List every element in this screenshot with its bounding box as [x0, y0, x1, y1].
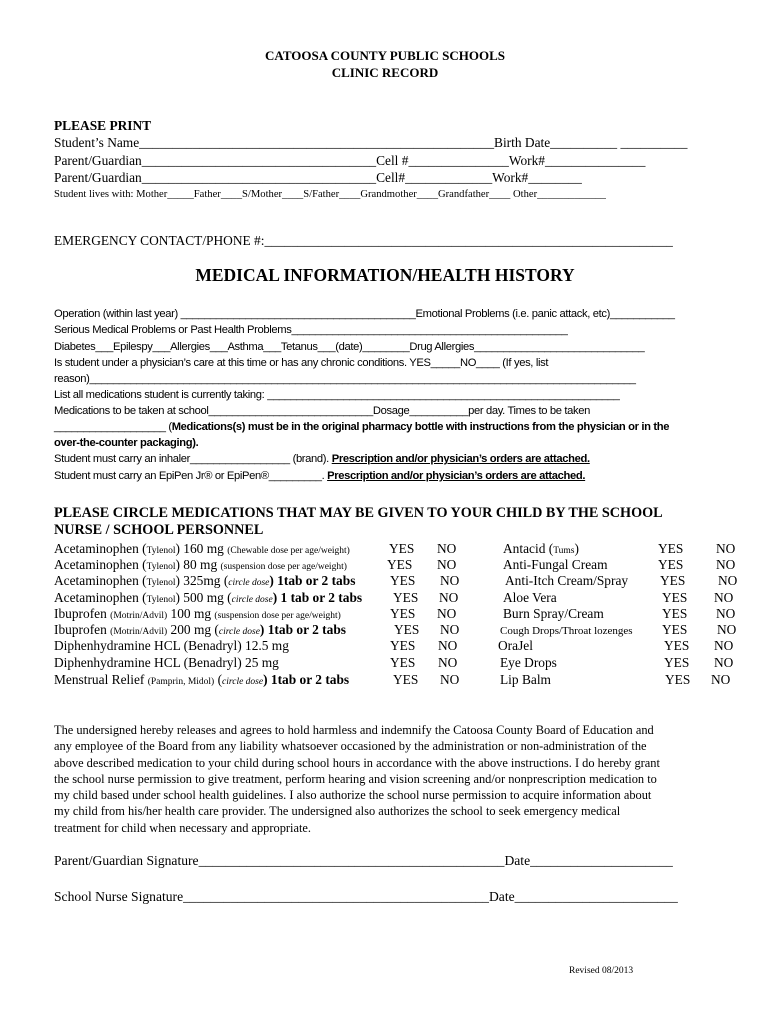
- medication-name-part: ) 1tab or 2 tabs: [269, 573, 356, 588]
- emergency-contact-line[interactable]: EMERGENCY CONTACT/PHONE #:_____________________________________________________________: [54, 233, 673, 248]
- revised-date: Revised 08/2013: [569, 966, 634, 976]
- no-option[interactable]: NO: [714, 655, 734, 670]
- medication-name-part: Eye Drops: [500, 655, 557, 670]
- no-option[interactable]: NO: [440, 573, 460, 588]
- medication-option[interactable]: [500, 622, 633, 638]
- yes-option[interactable]: YES: [390, 606, 416, 621]
- medication-name-part: OraJel: [498, 638, 533, 653]
- release-line: treatment for child when necessary and appropriate.: [54, 820, 311, 835]
- medication-name-part: circle dose: [228, 578, 270, 588]
- medication-option[interactable]: [503, 606, 604, 622]
- times-taken-blank[interactable]: ___________________ (: [54, 421, 172, 433]
- medication-option[interactable]: [54, 606, 341, 622]
- circle-medications-heading: PLEASE CIRCLE MEDICATIONS THAT MAY BE GIVEN TO YOUR CHILD BY THE SCHOOL: [54, 505, 663, 521]
- no-option[interactable]: NO: [716, 541, 736, 556]
- no-option[interactable]: NO: [718, 573, 738, 588]
- medication-name-part: Tums: [553, 546, 575, 556]
- release-line: above described medication to your child during school hours in accordance with the above instructions. I do hereby grant: [54, 755, 660, 770]
- medication-option[interactable]: [54, 638, 289, 654]
- yes-option[interactable]: YES: [389, 541, 415, 556]
- conditions-checklist-line[interactable]: Diabetes___Epilespy___Allergies___Asthma___Tetanus___(date)________Drug Allergies_____________________________: [54, 341, 645, 353]
- no-option[interactable]: NO: [716, 557, 736, 572]
- medication-name-part: Anti-Fungal Cream: [503, 557, 608, 572]
- medication-option[interactable]: [500, 655, 557, 671]
- yes-option[interactable]: YES: [390, 573, 416, 588]
- medication-name-part: Tylenol: [146, 595, 176, 605]
- medication-name-part: ) 1 tab or 2 tabs: [272, 590, 363, 605]
- inhaler-brand-blank[interactable]: Student must carry an inhaler_________________ (brand).: [54, 453, 332, 465]
- circle-medications-heading-2: NURSE / SCHOOL PERSONNEL: [54, 522, 264, 538]
- medication-option[interactable]: [503, 557, 608, 573]
- medication-name-part: ) 1tab or 2 tabs: [263, 672, 350, 687]
- no-option[interactable]: NO: [440, 672, 460, 687]
- medication-name-part: circle dose: [218, 627, 260, 637]
- school-medications-line[interactable]: Medications to be taken at school____________________________Dosage__________per day. Times to be taken: [54, 405, 590, 417]
- yes-option[interactable]: YES: [393, 672, 419, 687]
- medication-name-part: (Pamprin, Midol): [147, 677, 215, 687]
- medication-name-part: Tylenol: [146, 578, 176, 588]
- nurse-signature-line[interactable]: School Nurse Signature_____________________________________________Date________________________: [54, 889, 678, 904]
- medication-option[interactable]: [503, 541, 579, 557]
- student-name-line[interactable]: Student’s Name_____________________________________________________Birth Date__________ __________: [54, 135, 688, 150]
- medication-name-part: ) 1tab or 2 tabs: [259, 622, 346, 637]
- medication-option[interactable]: [54, 557, 347, 573]
- otc-packaging-notice: over-the-counter packaging).: [54, 437, 199, 449]
- medication-name-part: ) 500 mg (: [175, 590, 232, 605]
- no-option[interactable]: NO: [437, 557, 457, 572]
- school-name-heading: CATOOSA COUNTY PUBLIC SCHOOLS: [265, 48, 505, 63]
- medication-name-part: ) 80 mg: [175, 557, 221, 572]
- yes-option[interactable]: YES: [662, 622, 688, 637]
- medication-name-part: (Motrin/Advil): [110, 611, 168, 621]
- reason-line[interactable]: reason)_____________________________________________________________________________________________: [54, 373, 636, 385]
- medication-name-part: Acetaminophen (: [54, 557, 147, 572]
- yes-option[interactable]: YES: [664, 638, 690, 653]
- original-bottle-notice: Medications(s) must be in the original pharmacy bottle with instructions from the physician or in the: [171, 421, 670, 433]
- parent-guardian-line-1[interactable]: Parent/Guardian___________________________________Cell #_______________Work#_______________: [54, 153, 646, 168]
- medication-option[interactable]: [498, 638, 533, 654]
- medication-name-part: (: [214, 672, 223, 687]
- medication-name-part: Anti-Itch Cream/Spray: [505, 573, 629, 588]
- medication-option[interactable]: [54, 672, 349, 688]
- medication-name-part: ) 160 mg: [175, 541, 228, 556]
- medication-name-part: 100 mg: [167, 606, 215, 621]
- medication-option[interactable]: [54, 590, 362, 606]
- form-title: CLINIC RECORD: [331, 65, 439, 80]
- medication-name-part: Acetaminophen (: [54, 541, 147, 556]
- medication-option[interactable]: [503, 590, 557, 606]
- yes-option[interactable]: YES: [393, 590, 419, 605]
- no-option[interactable]: NO: [438, 655, 458, 670]
- medication-name-part: (suspension dose per age/weight): [220, 562, 347, 572]
- medication-name-part: 200 mg (: [167, 622, 219, 637]
- release-line: my child from his/her health care provider. The undersigned also authorizes the school to seek emergency medical: [54, 804, 621, 819]
- yes-option[interactable]: YES: [658, 541, 684, 556]
- no-option[interactable]: NO: [716, 606, 736, 621]
- no-option[interactable]: NO: [439, 590, 459, 605]
- yes-option[interactable]: YES: [394, 622, 420, 637]
- release-line: the school nurse permission to give treatment, perform hearing and vision screening and/or nonprescription medication to: [54, 771, 657, 786]
- medication-option[interactable]: [54, 655, 279, 671]
- medication-option[interactable]: [500, 672, 551, 688]
- yes-option[interactable]: YES: [664, 655, 690, 670]
- medication-name-part: Tylenol: [146, 546, 176, 556]
- medication-name-part: (Motrin/Advil): [110, 627, 168, 637]
- medication-name-part: Acetaminophen (: [54, 573, 147, 588]
- parent-signature-line[interactable]: Parent/Guardian Signature_____________________________________________Date_____________________: [54, 853, 673, 868]
- yes-option[interactable]: YES: [662, 590, 688, 605]
- release-line: The undersigned hereby releases and agrees to hold harmless and indemnify the Catoosa County Board of Education and: [54, 723, 654, 737]
- release-paragraph: [54, 722, 730, 836]
- yes-option[interactable]: YES: [660, 573, 686, 588]
- medication-name-part: Diphenhydramine HCL (Benadryl) 25 mg: [54, 655, 279, 670]
- medication-name-part: (Chewable dose per age/weight): [227, 546, 350, 556]
- student-lives-with-line[interactable]: Student lives with: Mother_____Father____S/Mother____S/Father____Grandmother____Grandfather____ Other_____________: [54, 189, 606, 200]
- medication-name-part: Diphenhydramine HCL (Benadryl) 12.5 mg: [54, 638, 289, 653]
- yes-option[interactable]: YES: [390, 655, 416, 670]
- no-option[interactable]: NO: [714, 638, 734, 653]
- no-option[interactable]: NO: [438, 638, 458, 653]
- parent-guardian-line-2[interactable]: Parent/Guardian___________________________________Cell#_____________Work#________: [54, 170, 582, 185]
- no-option[interactable]: NO: [437, 541, 457, 556]
- medication-option[interactable]: [54, 622, 346, 638]
- no-option[interactable]: NO: [440, 622, 460, 637]
- medication-name-part: ) 325mg (: [175, 573, 229, 588]
- epipen-line[interactable]: [54, 470, 585, 482]
- medication-option[interactable]: [54, 541, 350, 557]
- medication-option[interactable]: [54, 573, 355, 589]
- epipen-orders-notice: Prescription and/or physician’s orders are attached.: [327, 470, 586, 482]
- medication-name-part: Lip Balm: [500, 672, 551, 687]
- medication-name-part: ): [574, 541, 579, 556]
- medication-name-part: Ibuprofen: [54, 606, 111, 621]
- serious-problems-line[interactable]: Serious Medical Problems or Past Health Problems_______________________________________________: [54, 324, 568, 336]
- medical-info-heading: MEDICAL INFORMATION/HEALTH HISTORY: [195, 265, 575, 285]
- medication-name-part: Aloe Vera: [503, 590, 557, 605]
- release-line: my child based under school health guidelines. I also authorize the school nurse permission to acquire information about: [54, 788, 652, 803]
- no-option[interactable]: NO: [714, 590, 734, 605]
- medication-name-part: Ibuprofen: [54, 622, 111, 637]
- inhaler-orders-notice: Prescription and/or physician’s orders are attached.: [331, 453, 590, 465]
- medication-name-part: circle dose: [222, 677, 264, 687]
- inhaler-line[interactable]: [54, 453, 590, 465]
- times-taken-line[interactable]: [54, 421, 669, 433]
- no-option[interactable]: NO: [711, 672, 731, 687]
- physician-care-line[interactable]: Is student under a physician’s care at this time or has any chronic conditions. YES_____NO____ (If yes, list: [54, 357, 549, 369]
- please-print-label: PLEASE PRINT: [54, 118, 152, 133]
- medication-name-part: Cough Drops/Throat lozenges: [500, 625, 633, 637]
- medication-name-part: Tylenol: [146, 562, 176, 572]
- yes-option[interactable]: YES: [665, 672, 691, 687]
- medication-option[interactable]: [505, 573, 628, 589]
- no-option[interactable]: NO: [717, 622, 737, 637]
- yes-option[interactable]: YES: [387, 557, 413, 572]
- operation-line[interactable]: Operation (within last year) ________________________________________Emotional Problems (i.e. panic attack, etc)___________: [54, 308, 675, 320]
- no-option[interactable]: NO: [437, 606, 457, 621]
- medication-name-part: circle dose: [231, 595, 273, 605]
- medication-name-part: (suspension dose per age/weight): [214, 611, 341, 621]
- yes-option[interactable]: YES: [658, 557, 684, 572]
- current-medications-line[interactable]: List all medications student is currently taking: ____________________________________________________________: [54, 389, 620, 401]
- medication-name-part: Burn Spray/Cream: [503, 606, 604, 621]
- release-line: any employee of the Board from any liability whatsoever occasioned by the administration or non-administration of the: [54, 739, 647, 754]
- medication-name-part: Acetaminophen (: [54, 590, 147, 605]
- yes-option[interactable]: YES: [662, 606, 688, 621]
- medication-name-part: Antacid (: [503, 541, 554, 556]
- epipen-blank[interactable]: Student must carry an EpiPen Jr® or EpiPen®_________.: [54, 470, 328, 482]
- yes-option[interactable]: YES: [390, 638, 416, 653]
- medication-name-part: Menstrual Relief: [54, 672, 148, 687]
